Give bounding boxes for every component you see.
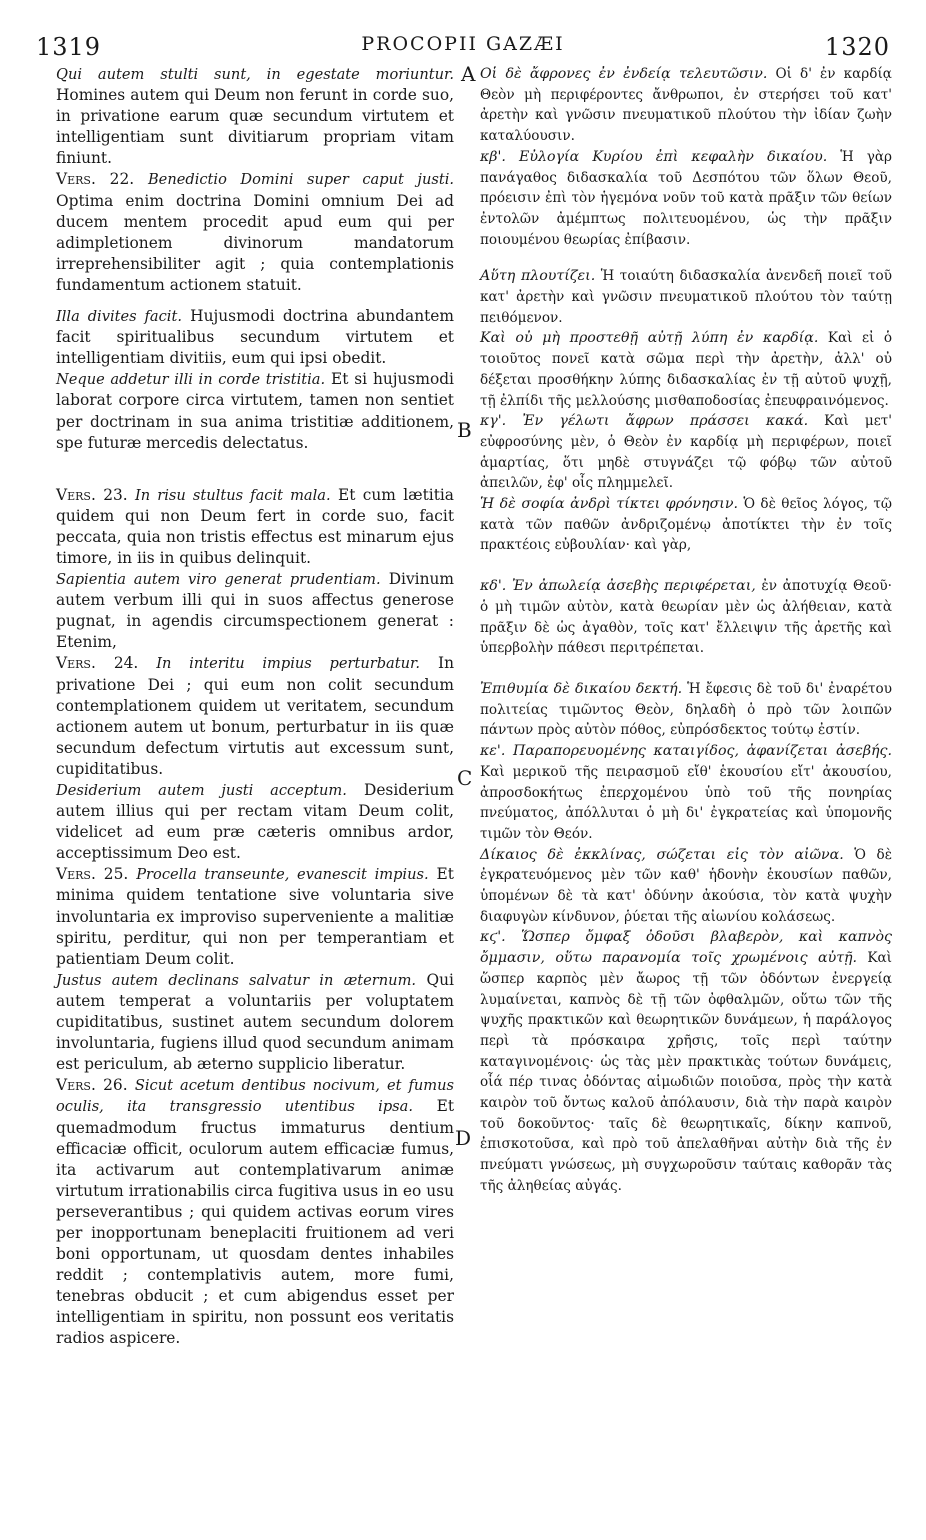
lemma: In interitu impius perturbatur. bbox=[156, 655, 421, 673]
greek-paragraph bbox=[474, 494, 892, 556]
commentary: Καὶ μετ' εὐφροσύνης μὲν, ὁ Θεὸν ἐν καρδίᾳ μὴ περιφέρων, ποιεῖ ἁμαρτίας, ὅτι μηδὲ στυγνάζει τῷ φόβῳ τῶν αὐτοῦ ἀπειλῶν, ἐφ' οἷς πλημμελεῖ. bbox=[480, 413, 892, 492]
page-header bbox=[0, 0, 926, 60]
commentary: ἐν ἀποτυχίᾳ Θεοῦ· ὁ μὴ τιμῶν αὐτὸν, κατὰ θεωρίαν μὲν ὡς ἀλήθειαν, κατὰ πρᾶξιν δὲ ὡς ἀγαθὸν, τοῖς κατ' ἔλλειψιν τῆς ἀρετῆς καὶ ὑπερβολὴν πάθεσι περιτρέπεται. bbox=[480, 578, 892, 657]
commentary: Καὶ εἰ ὁ τοιοῦτος πονεῖ κατὰ σῶμα περὶ τὴν ἀρετὴν, ἀλλ' οὐ δέξεται προσθήκην λύπης διδασκαλίας ἐν τῇ αὐτοῦ ψυχῇ, τῇ ἐλπίδι τῆς μελλούσης μισθαποδοσίας ἐπευφραινόμενος. bbox=[480, 330, 892, 409]
latin-paragraph bbox=[56, 864, 454, 969]
lemma: Καὶ οὐ μὴ προστεθῇ αὐτῇ λύπη ἐν καρδίᾳ. bbox=[480, 330, 819, 347]
commentary: Et cum lætitia quidem qui non Deum fert in corde suo, facit peccata, quia non tristis effectus est minarum ejus timore, in iis in quibus delinquit. bbox=[56, 485, 454, 567]
commentary: Ἡ ἔφεσις δὲ τοῦ δι' ἐναρέτου πολιτείας τιμῶντος Θεὸν, δηλαδὴ ὁ πρὸ τῶν λοιπῶν πάντων πρὸς αὐτὸν πόθος, εὐπρόσδεκτος τούτῳ ἐστίν. bbox=[480, 680, 892, 739]
commentary: Ἡ τοιαύτη διδασκαλία ἀνενδεῆ ποιεῖ τοῦ κατ' ἀρετὴν καὶ γνῶσιν πνευματικοῦ πλούτου τὸν ταύτῃ πειθόμενον. bbox=[480, 268, 892, 326]
latin-paragraph bbox=[56, 306, 454, 369]
running-title: PROCOPII GAZÆI bbox=[361, 33, 565, 55]
commentary: Οἱ δ' ἐν καρδίᾳ Θεὸν μὴ περιφέροντες ἄνθρωποι, ἐν στερήσει τοῦ κατ' ἀρετὴν καὶ γνῶσιν πνευματικοῦ πλούτου τὴν ἰδίαν ζωὴν καταλύουσιν. bbox=[480, 66, 892, 145]
verse-number: Vers. 25. bbox=[56, 865, 129, 884]
greek-column bbox=[474, 64, 892, 1197]
lemma: Ἐπιθυμία δὲ δικαίου δεκτή. bbox=[480, 680, 683, 697]
verse-number: Vers. 22. bbox=[56, 170, 135, 189]
section-marker-c: C bbox=[457, 766, 473, 790]
lemma: κγ'. Ἐν γέλωτι ἄφρων πράσσει κακά. bbox=[480, 413, 809, 430]
greek-paragraph bbox=[474, 845, 892, 928]
commentary: Optima enim doctrina Domini omnium Dei ad ducem mentem procedit apud eum qui per adimpletionem divinorum mandatorum irreprehensibiliter agit ; quia contemplationis fundamentum actionem statuit. bbox=[56, 191, 454, 294]
latin-paragraph bbox=[56, 780, 454, 864]
lemma: Benedictio Domini super caput justi. bbox=[147, 171, 454, 189]
lemma: Αὕτη πλουτίζει. bbox=[480, 268, 596, 285]
commentary: Καὶ μερικοῦ τῆς πειρασμοῦ εἴθ' ἑκουσίου εἴτ' ἀκουσίου, ἀπροσδοκήτως ἐπερχομένου ὑπὸ τοῦ τῆς πονηρίας πνεύματος, ἀπόλλυται ὁ μὴ δι' ἐγκρατείας καὶ ὑπομονῆς τιμῶν τὸν Θεόν. bbox=[480, 763, 892, 842]
lemma: In risu stultus facit mala. bbox=[135, 486, 331, 504]
verse-number: Vers. 24. bbox=[56, 654, 139, 673]
commentary: Qui autem temperat a voluntariis per voluptatem cupiditatibus, sustinet autem secundum dolorem involuntaria, fugiens illud quod secundum animam est periculum, ab æterno supplicio liberatur. bbox=[56, 970, 454, 1074]
lemma: Qui autem stulti sunt, in egestate moriuntur. bbox=[56, 66, 454, 83]
lemma: Neque addetur illi in corde tristitia. bbox=[56, 371, 326, 389]
latin-paragraph bbox=[56, 1075, 454, 1349]
commentary: Divinum autem verbum illi qui in suos affectus generose pugnat, in agendis circumspectionem generat : Etenim, bbox=[56, 570, 454, 652]
section-marker-b: B bbox=[457, 418, 472, 442]
greek-paragraph bbox=[474, 927, 892, 1196]
greek-paragraph bbox=[474, 147, 892, 251]
latin-column bbox=[56, 64, 454, 1350]
section-marker-a: A bbox=[461, 62, 476, 86]
commentary: In privatione Dei ; qui eum non colit secundum contemplationem quidem ut veritatem, secundum actionem autem ut bonum, perturbatur in iis quæ secundum defectum virtutis aut excessum sunt, cupiditatibus. bbox=[56, 654, 454, 778]
commentary: Desiderium autem illius qui per rectam vitam Deum colit, videlicet ad eum præ cæteris omnibus ardor, acceptissimum Deo est. bbox=[56, 781, 454, 863]
greek-paragraph bbox=[474, 741, 892, 845]
section-marker-d: D bbox=[455, 1126, 472, 1150]
greek-paragraph bbox=[474, 328, 892, 411]
latin-paragraph bbox=[56, 369, 454, 453]
greek-paragraph bbox=[474, 679, 892, 741]
latin-paragraph bbox=[56, 970, 454, 1075]
lemma: Desiderium autem justi acceptum. bbox=[56, 782, 347, 799]
commentary: Ὁ δὲ θεῖος λόγος, τῷ κατὰ τῶν παθῶν ἀνδριζομένῳ ἀποτίκτει τὴν ἐν τοῖς πρακτέοις εὐβουλίαν· καὶ γὰρ, bbox=[480, 496, 892, 554]
lemma: κδ'. Ἐν ἀπωλείᾳ ἀσεβὴς περιφέρεται, bbox=[480, 578, 756, 595]
lemma: Οἱ δὲ ἄφρονες ἐν ἐνδείᾳ τελευτῶσιν. bbox=[480, 66, 768, 82]
commentary: Homines autem qui Deum non ferunt in corde suo, in privatione earum quæ secundum virtutem et intelligentiam sunt divitiarum propriam vitam finiunt. bbox=[56, 86, 454, 168]
page-number-right: 1320 bbox=[824, 33, 890, 61]
commentary: Et minima quidem tentatione sive voluntaria sive involuntaria ex improviso superveniente a malitiæ spiritu, perditur, qui non per temperantiam et patientiam Deum colit. bbox=[56, 865, 454, 968]
greek-paragraph bbox=[474, 64, 892, 147]
lemma: Sapientia autem viro generat prudentiam. bbox=[56, 571, 381, 589]
lemma: Ἡ δὲ σοφία ἀνδρὶ τίκτει φρόνησιν. bbox=[480, 496, 739, 513]
page-number-left: 1319 bbox=[36, 33, 102, 61]
lemma: Illa divites facit. bbox=[56, 308, 182, 326]
verse-number: Vers. 23. bbox=[56, 485, 128, 504]
lemma: κϛ'. Ὥσπερ ὄμφαξ ὀδοῦσι βλαβερὸν, καὶ καπνὸς ὄμμασιν, οὕτω παρανομία τοῖς χρωμένοις αὐτῇ. bbox=[480, 929, 892, 967]
latin-paragraph bbox=[56, 169, 454, 296]
commentary: Καὶ ὥσπερ καρπὸς μὲν ἄωρος τῇ τῶν ὀδόντων ἐνεργείᾳ λυμαίνεται, καπνὸς δὲ τῇ τῶν ὀφθαλμῶν, οὕτω τῶν τῆς ψυχῆς πρακτικῶν καὶ θεωρητικῶν δυνάμεων, ἡ παράλογος περὶ τὰ πρόσκαιρα χρῆσις, τοῖς περὶ ταύτην καταγινομένοις· ὡς τὰς μὲν πρακτικὰς τούτων δυνάμεις, οἷά πέρ τινας ὀδόντας αἱμωδιῶν ποιοῦσα, πρὸς τὴν κατὰ καιρὸν τοῦ ὄντως καλοῦ ἀπόλαυσιν, διὰ τὴν παρὰ καιρὸν τοῦ δοκοῦντος· ταῖς δὲ θεωρητικαῖς, δίκην καπνοῦ, ἐπισκοτοῦσα, καὶ πρὸ τοῦ ἀπελαθῆναι αὐτὴν διὰ τῆς ἐν πνεύματι γνώσεως, μὴ συγχωροῦσιν ταύταις καθορᾶν τὰς τῆς ἀληθείας αὐγάς. bbox=[480, 950, 892, 1194]
lemma: Procella transeunte, evanescit impius. bbox=[136, 866, 429, 884]
commentary: Ἡ γὰρ πανάγαθος διδασκαλία τοῦ Δεσπότου τῶν ὅλων Θεοῦ, πρόεισιν ἐπὶ τὸν ἡγεμόνα νοῦν τοῦ κατὰ πρᾶξιν τῶν θείων ἐντολῶν ἀμέμπτως πολιτευομένου, ὡς τὴν πρᾶξιν ποιουμένου θεωρίας ἐπίβασιν. bbox=[480, 148, 892, 248]
latin-paragraph bbox=[56, 485, 454, 569]
lemma: Justus autem declinans salvatur in æternum. bbox=[56, 971, 417, 989]
lemma: κβ'. Εὐλογία Κυρίου ἐπὶ κεφαλὴν δικαίου. bbox=[480, 148, 828, 165]
verse-number: Vers. 26. bbox=[56, 1076, 128, 1095]
commentary: Et quemadmodum fructus immaturus dentium efficaciæ officit, oculorum autem efficaciæ fumus, ita activarum aut contemplativarum animæ virtutum irrationabilis circa fugitiva usus in eo usu perseverantibus ; qui quidem activas eorum vires per inopportunam beneplaciti fruitionem ad veri boni opportunam, ut quosdam dentes inhabiles reddit ; contemplativis autem, more fumi, tenebras obducit ; et cum abigendus esset per intelligentiam in spiritu, non possunt eos veritatis radios aspicere. bbox=[56, 1097, 454, 1348]
greek-paragraph bbox=[474, 576, 892, 659]
commentary: Ὁ δὲ ἐγκρατευόμενος μὲν τῶν καθ' ἡδονὴν ἑκουσίων παθῶν, ὑπομένων δὲ τὰ κατ' ὀδύνην ἀκούσια, τὸν κατὰ ψυχὴν διαφυγὼν κίνδυνον, ῥύεται τῆς αἰωνίου κολάσεως. bbox=[480, 846, 892, 925]
greek-paragraph bbox=[474, 411, 892, 494]
latin-paragraph bbox=[56, 569, 454, 653]
lemma: Δίκαιος δὲ ἐκκλίνας, σώζεται εἰς τὸν αἰῶνα. bbox=[480, 846, 844, 863]
commentary: Et si hujusmodi laborat corpore circa virtutem, tamen non sentiet per doctrinam in sua anima tristitiæ additionem, spe futuræ mercedis delectatus. bbox=[56, 370, 454, 452]
greek-paragraph bbox=[474, 266, 892, 328]
lemma: Sicut acetum dentibus nocivum, et fumus oculis, ita transgressio utentibus ipsa. bbox=[56, 1077, 454, 1116]
commentary: Hujusmodi doctrina abundantem facit spiritualibus secundum virtutem et intelligentiam divitiis, eum qui ipsi obedit. bbox=[56, 307, 454, 368]
latin-paragraph bbox=[56, 653, 454, 780]
lemma: κε'. Παραπορευομένης καταιγίδος, ἀφανίζεται ἀσεβής. bbox=[480, 743, 892, 760]
latin-paragraph bbox=[56, 64, 454, 169]
